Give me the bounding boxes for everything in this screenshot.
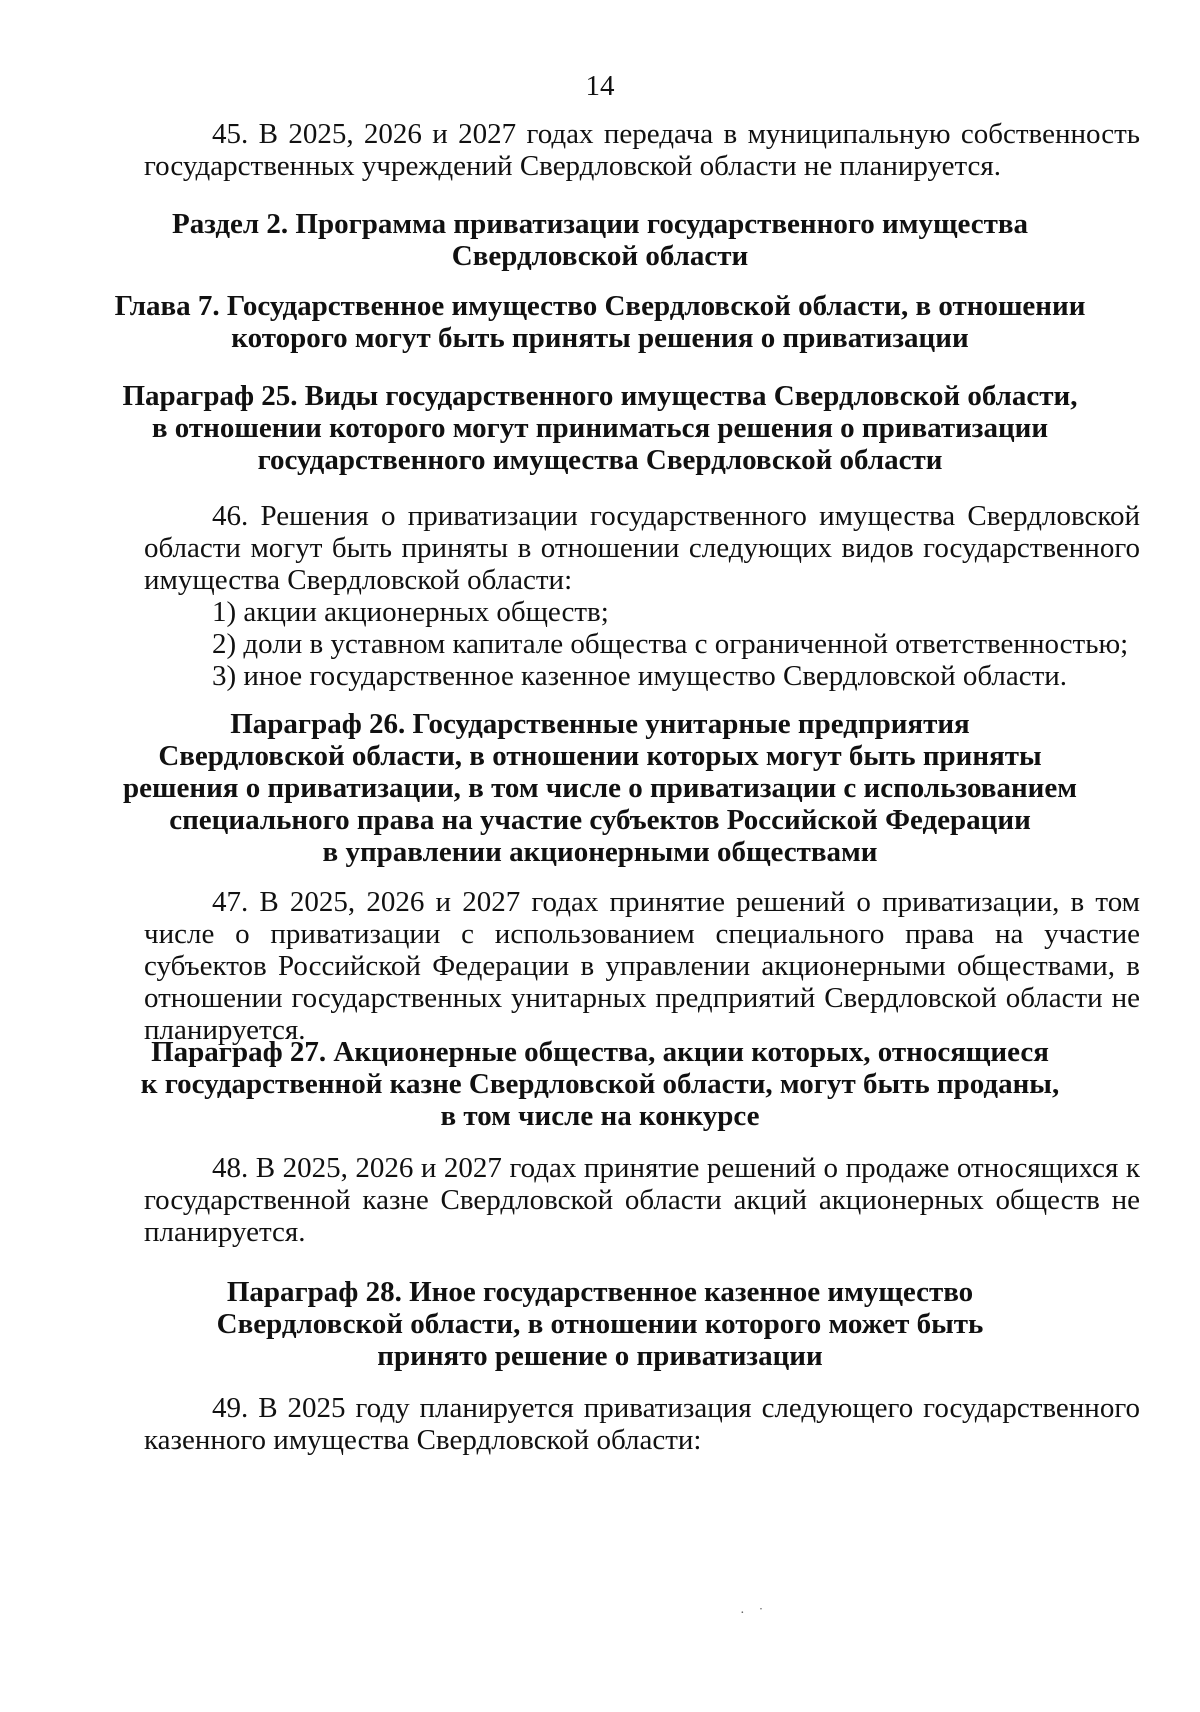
heading-line: в том числе на конкурсе [440, 1100, 760, 1132]
heading-line: специального права на участие субъектов Российской Федерации [169, 804, 1031, 836]
paragraph-heading-27 [100, 1036, 1100, 1132]
paragraph-heading-25 [100, 380, 1100, 476]
chapter-heading-7 [100, 290, 1100, 354]
heading-line: Параграф 27. Акционерные общества, акции которых, относящиеся [151, 1036, 1049, 1068]
heading-line: принято решение о приватизации [377, 1340, 823, 1372]
list-item: 1) акции акционерных обществ; [212, 596, 609, 628]
heading-line: в отношении которого могут приниматься решения о приватизации [151, 412, 1049, 444]
heading-line: Параграф 26. Государственные унитарные предприятия [230, 708, 970, 740]
heading-line: Параграф 25. Виды государственного имущества Свердловской области, [122, 380, 1078, 412]
paragraph-48: 48. В 2025, 2026 и 2027 годах принятие решений о продаже относящихся к государственной казне Свердловской области акций акционерных обществ не планируется. [144, 1152, 1140, 1248]
list-item: 3) иное государственное казенное имущество Свердловской области. [212, 660, 1068, 692]
paragraph-47: 47. В 2025, 2026 и 2027 годах принятие решений о приватизации, в том числе о приватизации с использованием специального права на участие субъектов Российской Федерации в управлении акционерными обществами, в отношении государственных унитарных предприятий Свердловской области не планируется. [144, 886, 1140, 1046]
paragraph-45: 45. В 2025, 2026 и 2027 годах передача в муниципальную собственность государственных учреждений Свердловской области не планируется. [144, 118, 1140, 182]
paragraph-heading-28 [100, 1276, 1100, 1372]
paragraph-49: 49. В 2025 году планируется приватизация следующего государственного казенного имущества Свердловской области: [144, 1392, 1140, 1456]
heading-line: Свердловской области, в отношении которого может быть [216, 1308, 984, 1340]
heading-line: Раздел 2. Программа приватизации государственного имущества [171, 208, 1028, 240]
heading-line: государственного имущества Свердловской области [257, 444, 943, 476]
paragraph-heading-26 [100, 708, 1100, 868]
heading-line: в управлении акционерными обществами [322, 836, 878, 868]
list-item: 2) доли в уставном капитале общества с ограниченной ответственностью; [212, 628, 1129, 660]
heading-line: Глава 7. Государственное имущество Свердловской области, в отношении [114, 290, 1086, 322]
paragraph-46: 46. Решения о приватизации государственного имущества Свердловской области могут быть приняты в отношении следующих видов государственного имущества Свердловской области: [144, 500, 1140, 596]
heading-line: решения о приватизации, в том числе о приватизации с использованием [123, 772, 1077, 804]
heading-line: Свердловской области, в отношении которых могут быть приняты [158, 740, 1042, 772]
section-heading-2 [100, 208, 1100, 272]
heading-line: к государственной казне Свердловской области, могут быть проданы, [140, 1068, 1060, 1100]
heading-line: Свердловской области [451, 240, 749, 272]
heading-line: которого могут быть приняты решения о приватизации [231, 322, 969, 354]
page-number: 14 [585, 70, 615, 102]
heading-line: Параграф 28. Иное государственное казенное имущество [226, 1276, 974, 1308]
scan-speck: · ˙ [740, 1606, 764, 1621]
